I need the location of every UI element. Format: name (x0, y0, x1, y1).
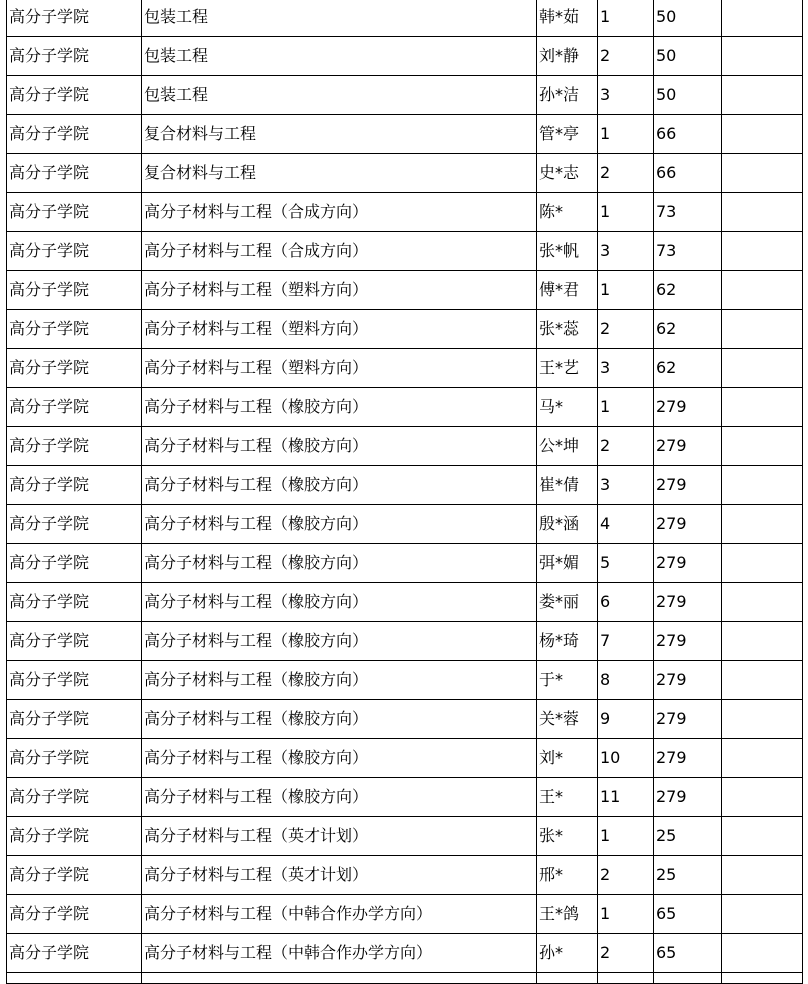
rank-cell: 2 (598, 934, 654, 973)
major-cell: 高分子材料与工程（橡胶方向） (142, 700, 537, 739)
table-row-16 (7, 583, 803, 622)
rank-cell: 6 (598, 583, 654, 622)
extra-cell (722, 115, 803, 154)
extra-cell (722, 76, 803, 115)
major-cell: 高分子材料与工程（塑料方向） (142, 310, 537, 349)
student-name-cell: 陈* (537, 193, 598, 232)
college-cell: 高分子学院 (7, 193, 142, 232)
major-cell: 高分子材料与工程（橡胶方向） (142, 778, 537, 817)
table-row-5 (7, 154, 803, 193)
rank-cell (598, 973, 654, 984)
major-cell: 包装工程 (142, 0, 537, 37)
total-cell: 279 (654, 388, 722, 427)
college-cell: 高分子学院 (7, 895, 142, 934)
major-cell: 高分子材料与工程（橡胶方向） (142, 505, 537, 544)
college-cell: 高分子学院 (7, 349, 142, 388)
total-cell: 279 (654, 505, 722, 544)
rank-cell: 3 (598, 466, 654, 505)
extra-cell (722, 0, 803, 37)
total-cell: 62 (654, 349, 722, 388)
rank-cell: 8 (598, 661, 654, 700)
table-row-14 (7, 505, 803, 544)
college-cell: 高分子学院 (7, 856, 142, 895)
total-cell: 279 (654, 583, 722, 622)
table-row-17 (7, 622, 803, 661)
table-row-8 (7, 271, 803, 310)
table-row-11 (7, 388, 803, 427)
student-name-cell: 张* (537, 817, 598, 856)
extra-cell (722, 583, 803, 622)
rank-cell: 4 (598, 505, 654, 544)
major-cell: 高分子材料与工程（橡胶方向） (142, 544, 537, 583)
total-cell: 62 (654, 310, 722, 349)
student-name-cell: 张*帆 (537, 232, 598, 271)
extra-cell (722, 934, 803, 973)
rank-cell: 2 (598, 310, 654, 349)
rank-cell: 1 (598, 895, 654, 934)
extra-cell (722, 661, 803, 700)
table-row-18 (7, 661, 803, 700)
table-row-21 (7, 778, 803, 817)
major-cell: 高分子材料与工程（橡胶方向） (142, 622, 537, 661)
extra-cell (722, 544, 803, 583)
rank-cell: 2 (598, 154, 654, 193)
total-cell: 50 (654, 37, 722, 76)
student-name-cell: 刘* (537, 739, 598, 778)
extra-cell (722, 466, 803, 505)
total-cell: 66 (654, 115, 722, 154)
college-cell: 高分子学院 (7, 271, 142, 310)
extra-cell (722, 817, 803, 856)
major-cell: 高分子材料与工程（橡胶方向） (142, 739, 537, 778)
extra-cell (722, 622, 803, 661)
student-name-cell: 韩*茹 (537, 0, 598, 37)
college-cell (7, 973, 142, 984)
rank-cell: 3 (598, 232, 654, 271)
college-cell: 高分子学院 (7, 622, 142, 661)
rank-cell: 1 (598, 0, 654, 37)
total-cell: 25 (654, 817, 722, 856)
total-cell: 50 (654, 76, 722, 115)
major-cell: 高分子材料与工程（塑料方向） (142, 271, 537, 310)
student-name-cell: 马* (537, 388, 598, 427)
major-cell: 包装工程 (142, 37, 537, 76)
table-body (7, 0, 803, 984)
college-cell: 高分子学院 (7, 154, 142, 193)
student-name-cell: 王*鸽 (537, 895, 598, 934)
table-row-24 (7, 895, 803, 934)
college-cell: 高分子学院 (7, 232, 142, 271)
college-cell: 高分子学院 (7, 37, 142, 76)
table-row-7 (7, 232, 803, 271)
partial-row (7, 973, 803, 984)
college-cell: 高分子学院 (7, 778, 142, 817)
extra-cell (722, 388, 803, 427)
total-cell: 65 (654, 934, 722, 973)
extra-cell (722, 895, 803, 934)
major-cell: 复合材料与工程 (142, 154, 537, 193)
table-row-2 (7, 37, 803, 76)
major-cell: 高分子材料与工程（英才计划） (142, 856, 537, 895)
total-cell: 50 (654, 0, 722, 37)
total-cell: 62 (654, 271, 722, 310)
major-cell: 高分子材料与工程（合成方向） (142, 193, 537, 232)
total-cell: 279 (654, 544, 722, 583)
extra-cell (722, 310, 803, 349)
college-cell: 高分子学院 (7, 700, 142, 739)
student-name-cell: 娄*丽 (537, 583, 598, 622)
college-cell: 高分子学院 (7, 739, 142, 778)
student-name-cell: 孙* (537, 934, 598, 973)
table-row-15 (7, 544, 803, 583)
college-cell: 高分子学院 (7, 427, 142, 466)
total-cell: 279 (654, 700, 722, 739)
student-name-cell: 邢* (537, 856, 598, 895)
rank-cell: 10 (598, 739, 654, 778)
major-cell: 高分子材料与工程（中韩合作办学方向） (142, 934, 537, 973)
student-name-cell: 杨*琦 (537, 622, 598, 661)
college-cell: 高分子学院 (7, 466, 142, 505)
rank-cell: 3 (598, 76, 654, 115)
extra-cell (722, 505, 803, 544)
rank-cell: 9 (598, 700, 654, 739)
rank-cell: 2 (598, 856, 654, 895)
major-cell: 高分子材料与工程（橡胶方向） (142, 661, 537, 700)
table-row-25 (7, 934, 803, 973)
extra-cell (722, 700, 803, 739)
total-cell: 279 (654, 427, 722, 466)
major-cell: 高分子材料与工程（塑料方向） (142, 349, 537, 388)
table-row-12 (7, 427, 803, 466)
college-cell: 高分子学院 (7, 388, 142, 427)
table-row-1 (7, 0, 803, 37)
total-cell: 25 (654, 856, 722, 895)
major-cell: 高分子材料与工程（橡胶方向） (142, 427, 537, 466)
major-cell: 包装工程 (142, 76, 537, 115)
student-name-cell: 王*艺 (537, 349, 598, 388)
extra-cell (722, 271, 803, 310)
major-cell: 高分子材料与工程（橡胶方向） (142, 583, 537, 622)
student-name-cell: 公*坤 (537, 427, 598, 466)
student-name-cell: 关*蓉 (537, 700, 598, 739)
total-cell: 73 (654, 193, 722, 232)
major-cell: 高分子材料与工程（橡胶方向） (142, 388, 537, 427)
student-name-cell: 弭*媚 (537, 544, 598, 583)
extra-cell (722, 856, 803, 895)
major-cell (142, 973, 537, 984)
student-name-cell (537, 973, 598, 984)
rank-cell: 1 (598, 115, 654, 154)
table-row-6 (7, 193, 803, 232)
student-name-cell: 刘*静 (537, 37, 598, 76)
student-name-cell: 殷*涵 (537, 505, 598, 544)
table-row-22 (7, 817, 803, 856)
rank-cell: 5 (598, 544, 654, 583)
total-cell: 65 (654, 895, 722, 934)
student-list-table (6, 0, 803, 984)
total-cell (654, 973, 722, 984)
major-cell: 高分子材料与工程（中韩合作办学方向） (142, 895, 537, 934)
college-cell: 高分子学院 (7, 505, 142, 544)
extra-cell (722, 349, 803, 388)
total-cell: 279 (654, 622, 722, 661)
extra-cell (722, 232, 803, 271)
total-cell: 66 (654, 154, 722, 193)
student-name-cell: 于* (537, 661, 598, 700)
table-row-10 (7, 349, 803, 388)
college-cell: 高分子学院 (7, 115, 142, 154)
spreadsheet-table-container (6, 0, 802, 984)
student-name-cell: 傅*君 (537, 271, 598, 310)
rank-cell: 7 (598, 622, 654, 661)
extra-cell (722, 154, 803, 193)
table-row-4 (7, 115, 803, 154)
college-cell: 高分子学院 (7, 583, 142, 622)
rank-cell: 1 (598, 193, 654, 232)
extra-cell (722, 37, 803, 76)
extra-cell (722, 193, 803, 232)
total-cell: 279 (654, 466, 722, 505)
college-cell: 高分子学院 (7, 817, 142, 856)
major-cell: 高分子材料与工程（英才计划） (142, 817, 537, 856)
rank-cell: 2 (598, 427, 654, 466)
total-cell: 279 (654, 739, 722, 778)
extra-cell (722, 973, 803, 984)
total-cell: 73 (654, 232, 722, 271)
student-name-cell: 孙*洁 (537, 76, 598, 115)
college-cell: 高分子学院 (7, 76, 142, 115)
college-cell: 高分子学院 (7, 0, 142, 37)
table-row-23 (7, 856, 803, 895)
extra-cell (722, 427, 803, 466)
student-name-cell: 崔*倩 (537, 466, 598, 505)
table-row-13 (7, 466, 803, 505)
total-cell: 279 (654, 661, 722, 700)
student-name-cell: 王* (537, 778, 598, 817)
student-name-cell: 张*蕊 (537, 310, 598, 349)
college-cell: 高分子学院 (7, 310, 142, 349)
student-name-cell: 史*志 (537, 154, 598, 193)
major-cell: 高分子材料与工程（橡胶方向） (142, 466, 537, 505)
major-cell: 高分子材料与工程（合成方向） (142, 232, 537, 271)
college-cell: 高分子学院 (7, 544, 142, 583)
extra-cell (722, 778, 803, 817)
rank-cell: 1 (598, 271, 654, 310)
total-cell: 279 (654, 778, 722, 817)
rank-cell: 3 (598, 349, 654, 388)
college-cell: 高分子学院 (7, 661, 142, 700)
college-cell: 高分子学院 (7, 934, 142, 973)
table-row-3 (7, 76, 803, 115)
extra-cell (722, 739, 803, 778)
table-row-20 (7, 739, 803, 778)
table-row-19 (7, 700, 803, 739)
table-row-9 (7, 310, 803, 349)
major-cell: 复合材料与工程 (142, 115, 537, 154)
rank-cell: 2 (598, 37, 654, 76)
student-name-cell: 管*亭 (537, 115, 598, 154)
rank-cell: 11 (598, 778, 654, 817)
rank-cell: 1 (598, 388, 654, 427)
rank-cell: 1 (598, 817, 654, 856)
